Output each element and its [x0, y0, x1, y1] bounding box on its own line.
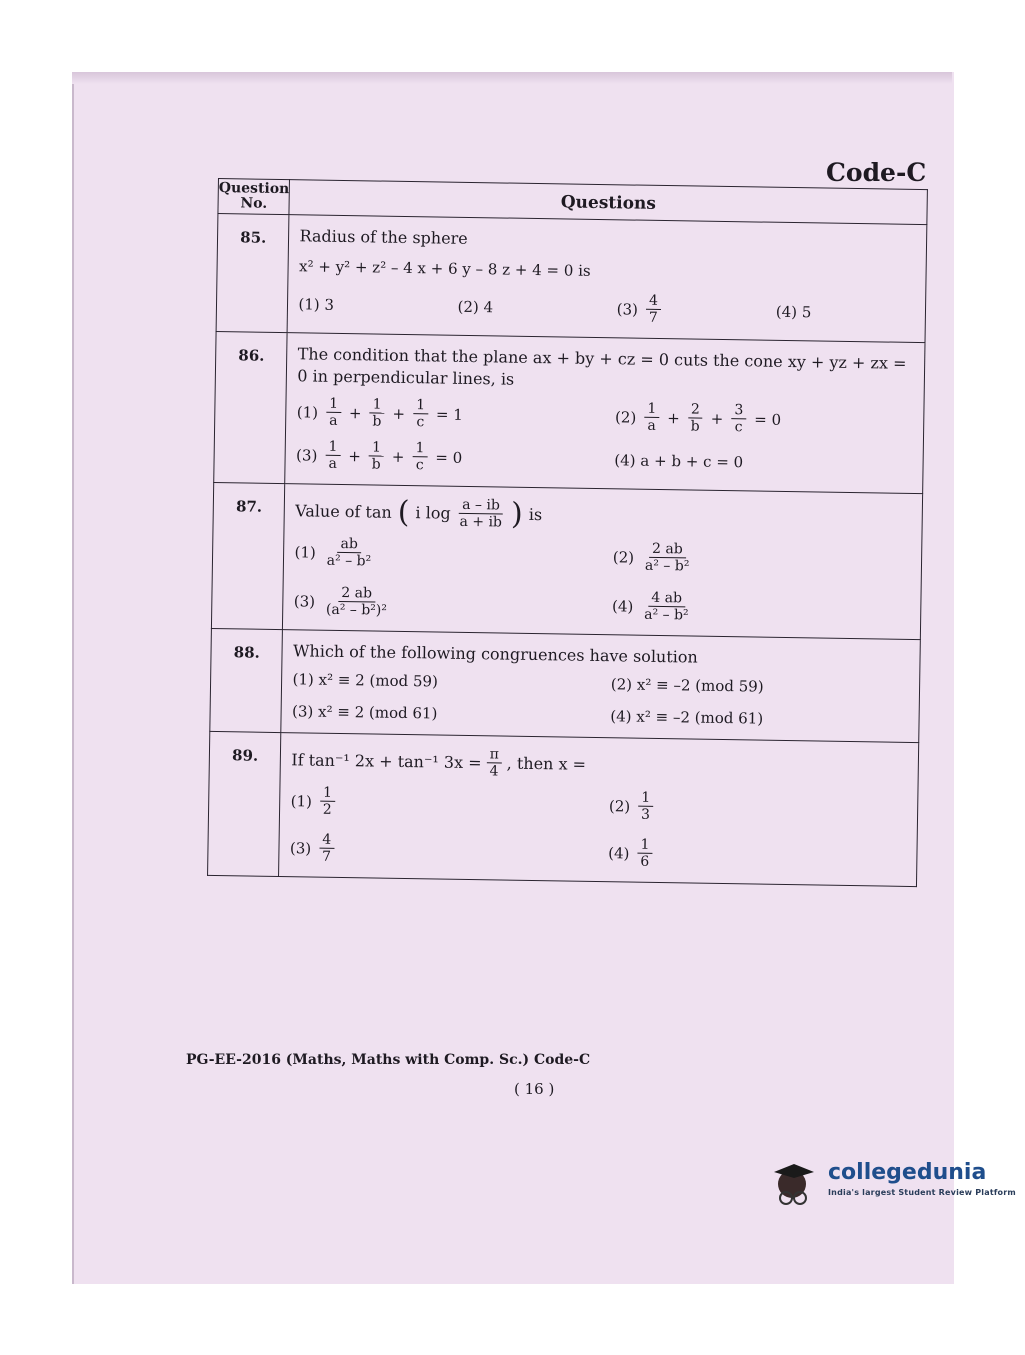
option-1: (1) $\frac{1}{2}$ [290, 784, 589, 822]
option-4: (4) a + b + c = 0 [614, 450, 744, 471]
question-row [210, 628, 921, 742]
question-equation: x² + y² + z² – 4 x + 6 y – 8 z + 4 = 0 is [298, 257, 591, 280]
option-1: (1) $\frac{ab}{\text{a² – b²}}$ [294, 535, 372, 570]
question-number: 87. [211, 482, 285, 629]
option-3: (3) $\frac{4}{7}$ [290, 831, 589, 869]
question-number: 88. [210, 628, 283, 732]
question-number: 89. [208, 731, 282, 876]
option-2: (2) x² ≡ –2 (mod 59) [610, 675, 764, 696]
option-4: (4) $\frac{4 ab}{\text{a² – b²}}$ [611, 589, 689, 624]
option-2: (2) $\frac{2 ab}{\text{a² – b²}}$ [612, 540, 690, 575]
question-row [214, 331, 925, 493]
question-row [208, 731, 919, 886]
option-4: (4) $\frac{1}{6}$ [608, 836, 907, 874]
question-stem: If tan⁻¹ 2x + tan⁻¹ 3x = $\frac{\pi}{4}$ , then x = [291, 746, 587, 780]
question-stem: Which of the following congruences have solution [292, 641, 698, 667]
page-number: ( 16 ) [514, 1080, 555, 1098]
question-stem: Value of tan ( i log $\frac{a - ib}{a + ib}$ ) is [295, 494, 543, 532]
option-4: (4) x² ≡ –2 (mod 61) [610, 707, 764, 728]
option-4: (4) 5 [775, 302, 812, 321]
option-2: (2) $\frac{1}{a}$ + $\frac{2}{b}$ + $\frac{3}{c}$ = 0 [614, 400, 782, 436]
option-1: (1) x² ≡ 2 (mod 59) [292, 670, 439, 691]
option-2: (2) 4 [457, 297, 494, 316]
question-row [211, 482, 922, 639]
header-questions: Questions [289, 180, 927, 225]
option-3: (3) $\frac{2 ab}{\text{(a² – b²)²}}$ [293, 584, 388, 619]
header-question-no: Question No. [218, 179, 290, 215]
question-number: 85. [216, 214, 289, 333]
footer-exam-title: PG-EE-2016 (Maths, Maths with Comp. Sc.) Code-C [186, 1052, 591, 1068]
question-stem: Radius of the sphere [299, 226, 468, 248]
sheet-shadow [72, 72, 952, 84]
logo-tagline: India's largest Student Review Platform [828, 1188, 1016, 1197]
logo-name: collegedunia [828, 1160, 987, 1185]
option-3: (3) $\frac{4}{7}$ [616, 292, 756, 327]
questions-table [207, 178, 928, 887]
option-3: (3) x² ≡ 2 (mod 61) [291, 702, 438, 723]
question-row [216, 214, 927, 343]
question-number: 86. [214, 331, 288, 483]
question-stem: The condition that the plane ax + by + cz = 0 cuts the cone xy + yz + zx = 0 in perpendicular lines, is [297, 344, 907, 389]
option-1: (1) $\frac{1}{a}$ + $\frac{1}{b}$ + $\frac{1}{c}$ = 1 [296, 395, 464, 431]
option-1: (1) 3 [298, 294, 335, 314]
exam-code: Code-C [826, 158, 927, 187]
option-3: (3) $\frac{1}{a}$ + $\frac{1}{b}$ + $\frac{1}{c}$ = 0 [295, 438, 463, 474]
option-2: (2) $\frac{1}{3}$ [609, 789, 908, 827]
